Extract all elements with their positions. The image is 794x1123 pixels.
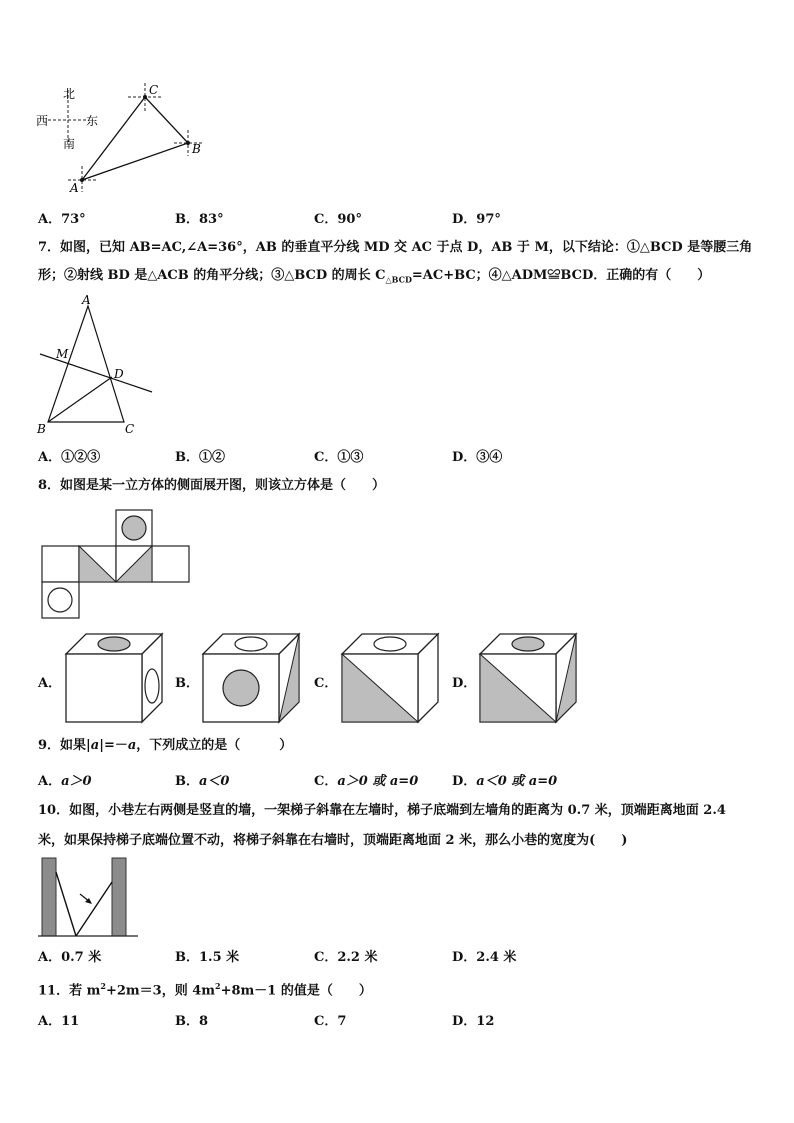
cube-b-icon	[199, 630, 303, 724]
q9-options	[38, 770, 758, 792]
point-b-label: B	[37, 422, 46, 436]
q11-option-a[interactable]	[38, 1010, 79, 1029]
option-letter: C．	[314, 774, 338, 789]
option-text: 2.2 米	[337, 950, 378, 965]
q6-compass-triangle-figure	[30, 80, 220, 198]
option-text: a＞0	[61, 774, 92, 789]
q7-options	[38, 446, 758, 468]
q9-question-text	[38, 732, 760, 760]
q10-options	[38, 946, 758, 968]
point-a-label: A	[70, 181, 79, 195]
option-letter: B．	[175, 676, 199, 691]
q10-line1: 10．如图，小巷左右两侧是竖直的墙，一架梯子斜靠在左墙时，梯子底端到左墙角的距离为 0.7 米，顶端距离地面 2.4	[38, 803, 726, 818]
q7-line2-sub: △BCD	[385, 274, 412, 285]
q9-option-a[interactable]	[38, 770, 92, 789]
q8-option-d[interactable]	[452, 626, 582, 726]
option-letter: D．	[452, 1014, 477, 1029]
point-c-label: C	[149, 83, 159, 97]
q11-option-d[interactable]	[452, 1010, 494, 1029]
cube-d-icon	[476, 630, 580, 724]
option-letter: B．	[175, 212, 199, 227]
option-text: 1.5 米	[199, 950, 240, 965]
option-letter: D．	[452, 774, 477, 789]
option-letter: C．	[314, 950, 338, 965]
q11-line1	[38, 972, 760, 1005]
compass-south-label: 南	[63, 137, 76, 151]
option-letter: B．	[175, 950, 199, 965]
q6-option-d[interactable]	[452, 208, 501, 227]
q7-line1: 7．如图，已知 AB=AC,∠A=36°，AB 的垂直平分线 MD 交 AC 于点 D，AB 于 M，以下结论：①△BCD 是等腰三角	[38, 240, 753, 255]
q7-option-a[interactable]	[38, 446, 100, 465]
q8-option-a[interactable]	[38, 626, 168, 726]
q9-text-b: |=－	[99, 738, 128, 753]
q9-var-a: a	[127, 738, 137, 753]
q7-question-text	[38, 234, 760, 294]
q8-options	[38, 626, 758, 726]
option-text: 2.4 米	[476, 950, 517, 965]
point-b-label: B	[192, 142, 201, 156]
q7-line2-a: 形；②射线 BD 是△ACB 的角平分线；③△BCD 的周长 C	[38, 268, 386, 283]
option-letter: A．	[38, 950, 62, 965]
point-a-label: A	[82, 294, 91, 307]
q11-option-b[interactable]	[175, 1010, 208, 1029]
q9-option-d[interactable]	[452, 770, 557, 789]
q10-option-c[interactable]	[314, 946, 378, 965]
q6-option-c[interactable]	[314, 208, 362, 227]
option-text: 90°	[337, 212, 362, 227]
option-letter: D．	[452, 676, 477, 691]
q10-question-text	[38, 796, 760, 856]
option-text: a＜0	[199, 774, 230, 789]
point-d-label: D	[114, 367, 124, 381]
option-letter: A．	[38, 676, 62, 691]
q6-option-a[interactable]	[38, 208, 86, 227]
q11-question-text	[38, 972, 760, 1005]
q10-option-a[interactable]	[38, 946, 101, 965]
q11-text-a: 11．若 m	[38, 983, 101, 999]
option-letter: D．	[452, 950, 477, 965]
option-text: a＜0 或 a=0	[476, 774, 558, 789]
q7-line2	[38, 262, 760, 294]
option-letter: C．	[314, 450, 338, 465]
q7-line2-b: =AC+BC；④△ADM≌BCD．正确的有（ ）	[411, 268, 711, 283]
option-text: ①②③	[61, 450, 101, 465]
option-text: 97°	[476, 212, 501, 227]
q6-options	[38, 208, 758, 230]
option-letter: A．	[38, 212, 62, 227]
option-letter: C．	[314, 676, 338, 691]
option-text: 11	[61, 1014, 80, 1029]
q9-option-b[interactable]	[175, 770, 229, 789]
q11-text-c: +8m－1 的值是（ ）	[220, 983, 372, 999]
q8-cube-net-figure	[38, 508, 194, 620]
q7-option-d[interactable]	[452, 446, 502, 465]
q9-var-a: a	[90, 738, 100, 753]
option-text: a＞0 或 a=0	[337, 774, 419, 789]
option-letter: A．	[38, 1014, 62, 1029]
point-m-label: M	[56, 347, 69, 361]
option-letter: A．	[38, 450, 62, 465]
q8-option-b[interactable]	[175, 626, 305, 726]
option-letter: D．	[452, 450, 477, 465]
option-letter: A．	[38, 774, 62, 789]
q10-alley-ladder-figure	[38, 856, 142, 938]
option-text: 8	[199, 1014, 209, 1029]
q11-options	[38, 1010, 758, 1032]
compass-west-label: 西	[36, 114, 49, 128]
q8-option-c[interactable]	[314, 626, 444, 726]
option-letter: D．	[452, 212, 477, 227]
q7-option-b[interactable]	[175, 446, 225, 465]
q10-option-b[interactable]	[175, 946, 239, 965]
q10-option-d[interactable]	[452, 946, 516, 965]
option-text: ①②	[199, 450, 226, 465]
option-letter: B．	[175, 774, 199, 789]
q7-option-c[interactable]	[314, 446, 363, 465]
q8-line1: 8．如图是某一立方体的侧面展开图，则该立方体是（ ）	[38, 478, 386, 493]
option-text: 12	[476, 1014, 495, 1029]
compass-north-label: 北	[63, 87, 76, 101]
q9-text-a: 9．如果|	[38, 738, 91, 753]
option-text: ①③	[337, 450, 364, 465]
q9-text-c: ，下列成立的是（ ）	[136, 738, 293, 753]
option-text: 7	[337, 1014, 347, 1029]
option-text: 83°	[199, 212, 224, 227]
q9-line1	[38, 732, 760, 760]
q11-text-b: +2m＝3，则 4m	[105, 983, 216, 999]
option-letter: B．	[175, 1014, 199, 1029]
option-text: ③④	[476, 450, 503, 465]
q6-option-b[interactable]	[175, 208, 224, 227]
q8-question-text	[38, 472, 760, 500]
q10-line2: 米，如果保持梯子底端位置不动，将梯子斜靠在右墙时，顶端距离地面 2 米，那么小巷的宽度为( )	[38, 833, 628, 848]
q9-option-c[interactable]	[314, 770, 418, 789]
q11-option-c[interactable]	[314, 1010, 346, 1029]
option-letter: B．	[175, 450, 199, 465]
option-text: 73°	[61, 212, 86, 227]
option-text: 0.7 米	[61, 950, 102, 965]
option-letter: C．	[314, 212, 338, 227]
point-c-label: C	[125, 422, 135, 436]
option-letter: C．	[314, 1014, 338, 1029]
cube-c-icon	[338, 630, 442, 724]
cube-a-icon	[62, 630, 166, 724]
compass-east-label: 东	[86, 114, 99, 128]
q11-sup1: 2	[100, 981, 106, 991]
q11-sup2: 2	[215, 981, 221, 991]
q7-triangle-figure	[34, 294, 160, 436]
